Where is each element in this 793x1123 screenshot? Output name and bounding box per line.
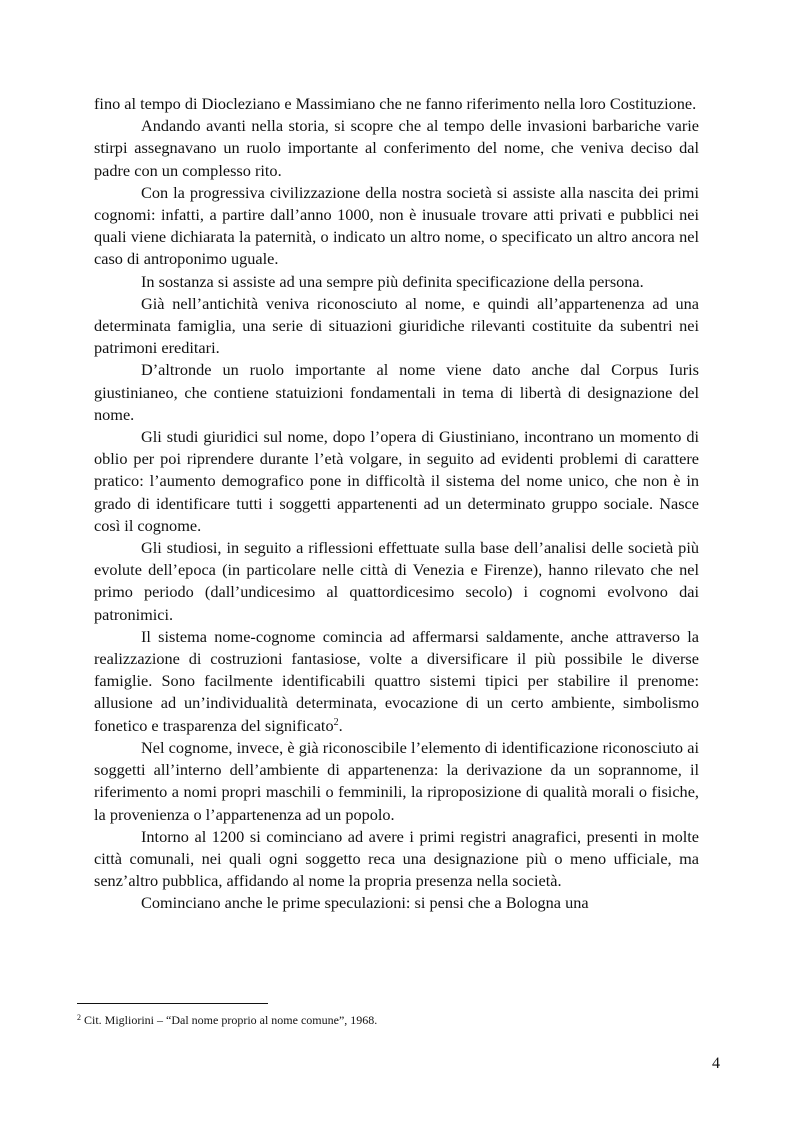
footnote-separator <box>77 1003 268 1004</box>
footnote <box>77 1013 697 1028</box>
paragraph-7: Gli studi giuridici sul nome, dopo l’opera di Giustiniano, incontrano un momento di oblio per poi riprendere durante l’età volgare, in seguito ad evidenti problemi di carattere pratico: l’aumento demografico pone in difficoltà il sistema del nome unico, che non è in grado di identificare tutti i soggetti appartenenti ad un determinato gruppo sociale. Nasce così il cognome. <box>94 427 699 535</box>
footnote-marker: 2 <box>77 1013 81 1022</box>
paragraph-10: Nel cognome, invece, è già riconoscibile l’elemento di identificazione riconosciuto ai soggetti all’interno dell’ambiente di appartenenza: la derivazione da un soprannome, il riferimento a nomi propri maschili o femminili, la riproposizione di qualità morali o fisiche, la provenienza o l’appartenenza ad un popolo. <box>94 737 699 824</box>
paragraph-6: D’altronde un ruolo importante al nome viene dato anche dal Corpus Iuris giustinianeo, che contiene statuizioni fondamentali in tema di libertà di designazione del nome. <box>94 360 699 424</box>
paragraph-11: Intorno al 1200 si cominciano ad avere i primi registri anagrafici, presenti in molte città comunali, nei quali ogni soggetto reca una designazione più o meno ufficiale, ma senz’altro pubblica, affidando al nome la propria presenza nella società. <box>94 826 699 891</box>
document-body <box>94 93 699 915</box>
paragraph-5: Già nell’antichità veniva riconosciuto al nome, e quindi all’appartenenza ad una determinata famiglia, una serie di situazioni giuridiche rilevanti costituite da subentri nei patrimoni ereditari. <box>94 293 699 358</box>
footnote-reference[interactable]: 2 <box>333 716 339 728</box>
paragraph-1: fino al tempo di Diocleziano e Massimiano che ne fanno riferimento nella loro Costituzione. <box>94 94 697 113</box>
paragraph-9-end: . <box>338 715 343 735</box>
paragraph-2: Andando avanti nella storia, si scopre che al tempo delle invasioni barbariche varie stirpi assegnavano un ruolo importante al conferimento del nome, che veniva deciso dal padre con un complesso rito. <box>94 116 699 180</box>
page-number: 4 <box>712 1055 720 1072</box>
footnote-text: Cit. Migliorini – “Dal nome proprio al nome comune”, 1968. <box>84 1013 378 1027</box>
paragraph-3: Con la progressiva civilizzazione della nostra società si assiste alla nascita dei primi cognomi: infatti, a partire dall’anno 1000, non è inusuale trovare atti privati e pubblici nei quali viene dichiarata la paternità, o indicato un altro nome, o specificato un altro ancora nel caso di antroponimo uguale. <box>94 182 699 269</box>
paragraph-12: Cominciano anche le prime speculazioni: si pensi che a Bologna una <box>141 893 589 913</box>
paragraph-9 <box>94 626 699 737</box>
paragraph-8: Gli studiosi, in seguito a riflessioni effettuate sulla base dell’analisi delle società più evolute dell’epoca (in particolare nelle città di Venezia e Firenze), hanno rilevato che nel primo periodo (dall’undicesimo al quattordicesimo secolo) i cognomi evolvono dai patronimici. <box>94 538 699 624</box>
paragraph-4: In sostanza si assiste ad una sempre più definita specificazione della persona. <box>141 271 644 291</box>
paragraph-9-text: Il sistema nome-cognome comincia ad affermarsi saldamente, anche attraverso la realizzazione di costruzioni fantasiose, volte a diversificare il più possibile le diverse famiglie. Sono facilmente identificabili quattro sistemi tipici per stabilire il prenome: allusione ad un’individualità determinata, evocazione di un certo ambiente, simbolismo fonetico e trasparenza del significato <box>94 626 699 735</box>
